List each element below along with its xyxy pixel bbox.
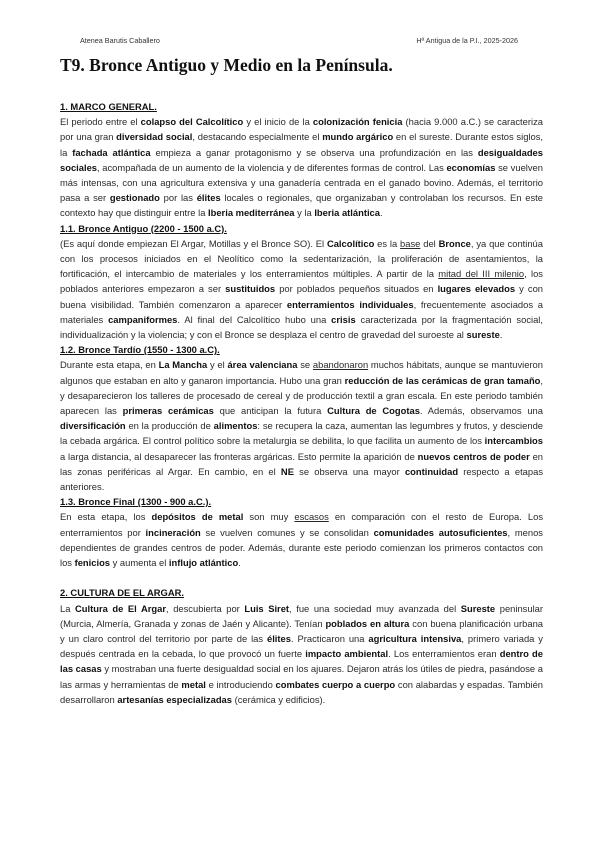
section-heading-bronce-tardio: 1.2. Bronce Tardío (1550 - 1300 a.C). xyxy=(60,344,220,356)
paragraph-bronce-final: En esta etapa, los depósitos de metal son muy escasos en comparación con el resto de Europa. Los enterramientos por incineración se vuelven comunes y se consolidan comunidades autosuficientes, menos dependientes de grandes centros de poder. Además, durante este periodo comienzan los primeros contactos con los fenicios y aumenta el influjo atlántico. xyxy=(60,511,544,569)
section-heading-bronce-antiguo: 1.1. Bronce Antiguo (2200 - 1500 a.C). xyxy=(60,222,227,234)
section-heading-bronce-final: 1.3. Bronce Final (1300 - 900 a.C.). xyxy=(60,496,212,508)
header-author: Atenea Barutis Caballero xyxy=(80,36,160,45)
page-title: T9. Bronce Antiguo y Medio en la Península. xyxy=(60,55,393,75)
header-course: Hª Antigua de la P.I., 2025-2026 xyxy=(416,36,518,45)
document-body xyxy=(60,99,543,707)
section-heading-cultura-argar: 2. CULTURA DE EL ARGAR. xyxy=(60,587,184,599)
paragraph-marco-general: El periodo entre el colapso del Calcolítico y el inicio de la colonización fenicia (hacia 9.000 a.C.) se caracteriza por una gran diversidad social, destacando especialmente el mundo argárico en el sureste. Durante estos siglos, la fachada atlántica empieza a ganar protagonismo y se observa una profundización en las desigualdades sociales, acompañada de un aumento de la violencia y de diferentes formas de control. Las economías se vuelven más intensas, con una agricultura extensiva y una ganadería centrada en el ganado bovino. Además, el territorio pasa a ser gestionado por las élites locales o regionales, que organizaban y controlaban los recursos. En este contexto hay que distinguir entre la Iberia mediterránea y la Iberia atlántica. xyxy=(60,116,544,219)
paragraph-cultura-argar: La Cultura de El Argar, descubierta por Luis Siret, fue una sociedad muy avanzada del Sureste peninsular (Murcia, Almería, Granada y zonas de Jaén y Alicante). Tenían poblados en altura con buena planificación urbana y un claro control del territorio por parte de las élites. Practicaron una agricultura intensiva, primero variada y después centrada en la cebada, lo que provocó un fuerte impacto ambiental. Los enterramientos eran dentro de las casas y mostraban una fuerte desigualdad social en los ajuares. Dejaron atrás los útiles de piedra, pasándose a las armas y herramientas de metal e introduciendo combates cuerpo a cuerpo con alabardas y espadas. También desarrollaron artesanías especializadas (cerámica y edificios). xyxy=(60,602,544,705)
paragraph-bronce-antiguo: (Es aquí donde empiezan El Argar, Motillas y el Bronce SO). El Calcolítico es la base del Bronce, ya que continúa con los procesos iniciados en el Neolítico como la sedentarización, la proliferación de asentamientos, la fortificación, el intercambio de materiales y los enterramientos múltiples. A partir de la mitad del III milenio, los poblados anteriores empezaron a ser sustituidos por poblados pequeños situados en lugares elevados y con buena visibilidad. También comenzaron a aparecer enterramientos individuales, frecuentemente asociados a materiales campaniformes. Al final del Calcolítico hubo una crisis caracterizada por la fragmentación social, individualización y la violencia; y con el Bronce se desplaza el centro de gravedad del suroeste al sureste. xyxy=(60,237,543,341)
section-heading-marco-general: 1. MARCO GENERAL. xyxy=(60,101,157,112)
paragraph-bronce-tardio: Durante esta etapa, en La Mancha y el área valenciana se abandonaron muchos hábitats, aunque se mantuvieron algunos que estaban en alto y ganaron importancia. Hubo una gran reducción de las cerámicas de gran tamaño, y desaparecieron los talleres de procesado de cereal y de producción textil a gran escala. En este periodo también aparecen las primeras cerámicas que anticipan la futura Cultura de Cogotas. Además, observamos una diversificación en la producción de alimentos: se recupera la caza, aumentan las legumbres y frutos, y desciende la cebada argárica. El control político sobre la metalurgia se debilita, lo que facilita un aumento de los intercambios a larga distancia, al desaparecer las fronteras argáricas. Esto permite la aparición de nuevos centros de poder en las zonas periféricas al Argar. En cambio, en el NE se observa una mayor continuidad respecto a etapas anteriores. xyxy=(60,359,544,493)
